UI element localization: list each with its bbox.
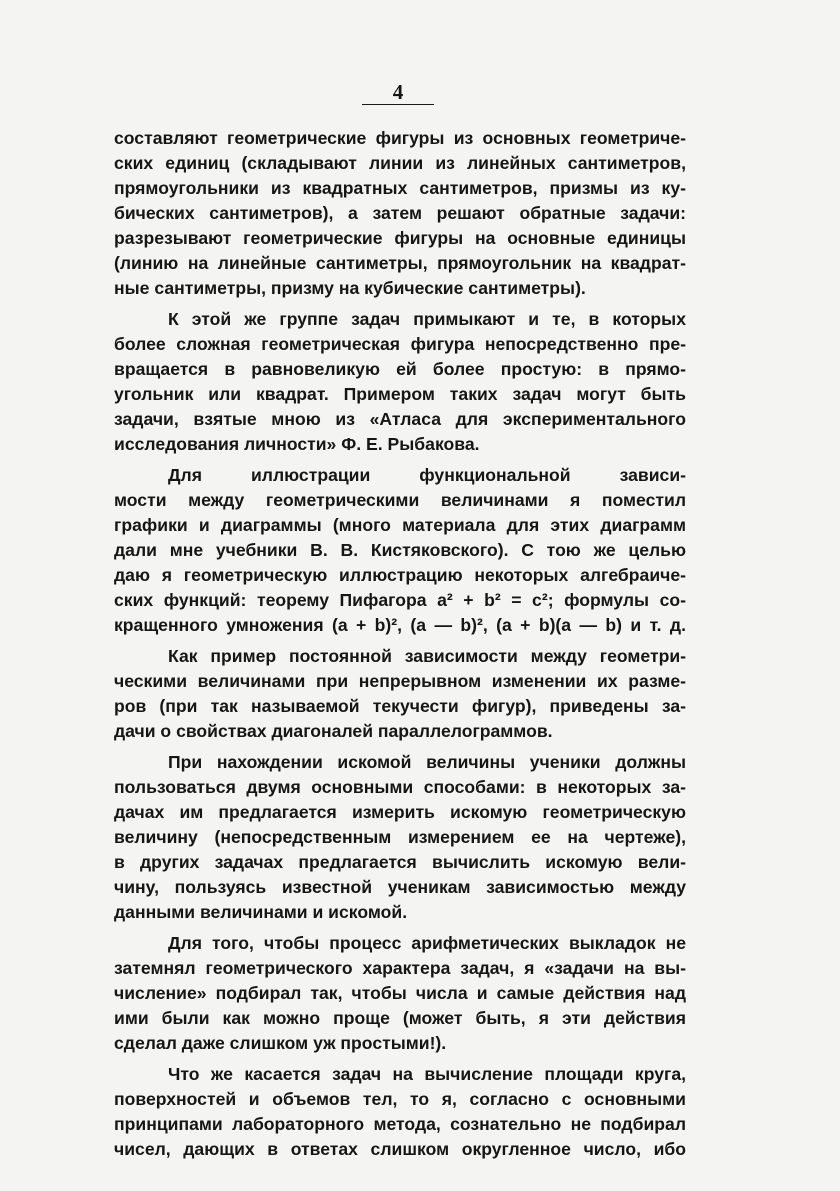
text-line: исследования личности» Ф. Е. Рыбакова. <box>114 434 480 454</box>
paragraph-5 <box>114 750 686 925</box>
text-line: угольник или квадрат. Примером таких задач могут быть <box>114 384 686 404</box>
text-line: бических сантиметров), а затем решают обратные задачи: <box>114 203 686 223</box>
text-line: затемнял геометрического характера задач, я «задачи на вы- <box>114 958 686 978</box>
text-line: пользоваться двумя основными способами: в некоторых за- <box>114 777 686 797</box>
text-line: прямоугольники из квадратных сантиметров, призмы из ку- <box>114 178 686 198</box>
text-line: величину (непосредственным измерением ее на чертеже), <box>114 827 686 847</box>
text-line: ских единиц (складывают линии из линейных сантиметров, <box>114 153 686 173</box>
text-line: (линию на линейные сантиметры, прямоугольник на квадрат- <box>114 253 686 273</box>
text-line: более сложная геометрическая фигура непосредственно пре- <box>114 334 686 354</box>
paragraph-4 <box>114 644 686 744</box>
text-line: ров (при так называемой текучести фигур), приведены за- <box>114 696 686 716</box>
text-line: Для того, чтобы процесс арифметических выкладок не <box>168 933 686 953</box>
text-line: задачи, взятые мною из «Атласа для экспериментального <box>114 409 686 429</box>
text-line: Что же касается задач на вычисление площади круга, <box>168 1064 686 1084</box>
text-line: принципами лабораторного метода, сознательно не подбирал <box>114 1114 686 1134</box>
text-line: в других задачах предлагается вычислить искомую вели- <box>114 852 686 872</box>
text-line: составляют геометрические фигуры из основных геометриче- <box>114 128 686 148</box>
text-line: кращенного умножения (a + b)², (a — b)², (a + b)(a — b) и т. д. <box>114 615 686 635</box>
text-line: дали мне учебники В. В. Кистяковского). С тою же целью <box>114 540 686 560</box>
text-line: чисел, дающих в ответах слишком округленное число, ибо <box>114 1139 686 1159</box>
text-line: разрезывают геометрические фигуры на основные единицы <box>114 228 686 248</box>
paragraph-7 <box>114 1062 686 1162</box>
text-line: Для иллюстрации функциональной зависи- <box>168 465 686 485</box>
text-line: числение» подбирал так, чтобы числа и самые действия над <box>114 983 686 1003</box>
text-line: К этой же группе задач примыкают и те, в которых <box>168 309 686 329</box>
text-line: мости между геометрическими величинами я поместил <box>114 490 686 510</box>
text-line: чину, пользуясь известной ученикам зависимостью между <box>114 877 686 897</box>
paragraph-1 <box>114 126 686 301</box>
text-line: ими были как можно проще (может быть, я эти действия <box>114 1008 686 1028</box>
text-line: данными величинами и искомой. <box>114 902 408 922</box>
paragraph-2 <box>114 307 686 457</box>
text-line: графики и диаграммы (много материала для этих диаграмм <box>114 515 686 535</box>
text-line: ских функций: теорему Пифагора a² + b² = c²; формулы со- <box>114 590 686 610</box>
text-line: дачах им предлагается измерить искомую геометрическую <box>114 802 686 822</box>
text-line: сделал даже слишком уж простыми!). <box>114 1033 447 1053</box>
body-text <box>114 126 686 1162</box>
text-line: даю я геометрическую иллюстрацию некоторых алгебраиче- <box>114 565 686 585</box>
text-line: Как пример постоянной зависимости между геометри- <box>168 646 686 666</box>
text-line: вращается в равновеликую ей более простую: в прямо- <box>114 359 686 379</box>
text-line: ные сантиметры, призму на кубические сантиметры). <box>114 278 586 298</box>
text-line: При нахождении искомой величины ученики должны <box>168 752 686 772</box>
page-number-rule <box>362 104 434 105</box>
text-line: ческими величинами при непрерывном изменении их разме- <box>114 671 686 691</box>
paragraph-3 <box>114 463 686 638</box>
page-number: 4 <box>392 80 404 104</box>
text-line: поверхностей и объемов тел, то я, согласно с основными <box>114 1089 686 1109</box>
paragraph-6 <box>114 931 686 1056</box>
text-line: дачи о свойствах диагоналей параллелограммов. <box>114 721 553 741</box>
